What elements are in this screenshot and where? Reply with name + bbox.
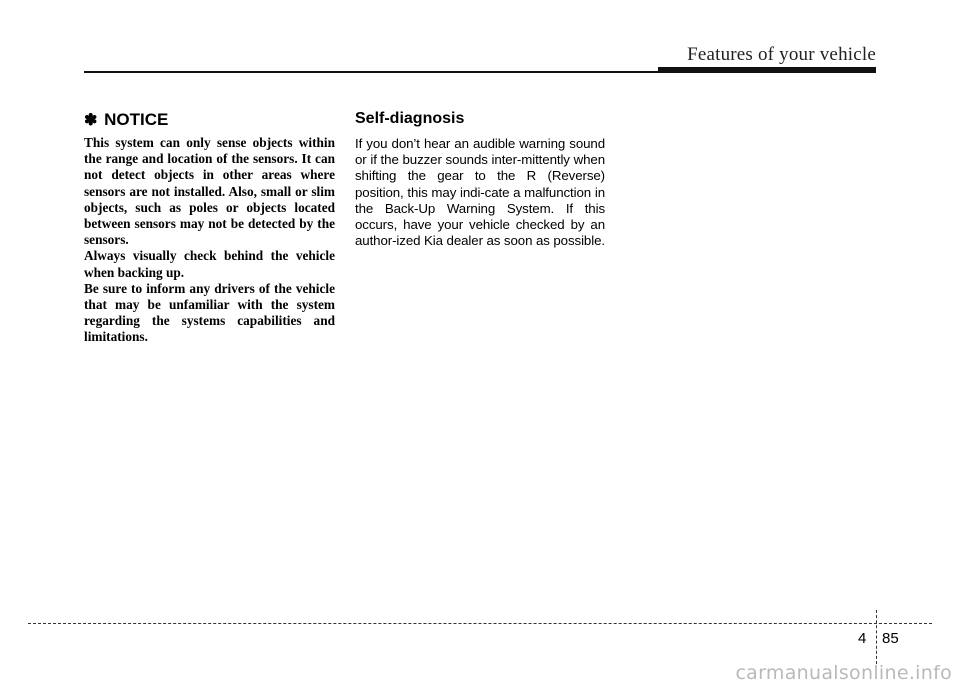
chapter-number: 4: [858, 630, 867, 647]
asterisk-icon: ✽: [84, 112, 98, 129]
notice-paragraph-3: Be sure to inform any drivers of the vehicle that may be unfamiliar with the system regarding the systems capabilities and limitations.: [84, 280, 335, 345]
footer-divider: [876, 610, 877, 664]
self-diagnosis-column: [355, 110, 605, 249]
footer-rule: [28, 623, 932, 624]
page-number: 85: [882, 630, 899, 647]
notice-column: [84, 110, 335, 346]
notice-heading-label: NOTICE: [104, 110, 169, 129]
notice-paragraph-2: Always visually check behind the vehicle when backing up.: [84, 248, 335, 280]
self-diagnosis-body: If you don’t hear an audible warning sound or if the buzzer sounds inter-mittently when shifting the gear to the R (Reverse) position, this may indi-cate a malfunction in the Back-Up Warning System. If this occurs, have your vehicle checked by an author-ized Kia dealer as soon as possible.: [355, 136, 605, 249]
notice-heading: [84, 110, 335, 130]
watermark: carmanualsonline.info: [735, 662, 952, 684]
notice-paragraph-1: This system can only sense objects within the range and location of the sensors. It can not detect objects in other areas where sensors are not installed. Also, small or slim objects, such as poles or objects located between sensors may not be detected by the sensors.: [84, 135, 335, 248]
self-diagnosis-heading: Self-diagnosis: [355, 110, 465, 127]
header-rule-accent: [658, 67, 876, 73]
running-header-title: Features of your vehicle: [687, 44, 876, 65]
